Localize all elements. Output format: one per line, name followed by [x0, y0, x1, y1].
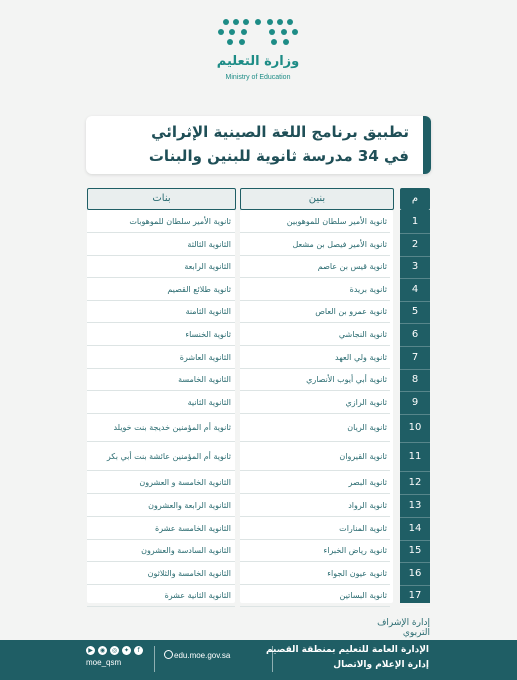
youtube-icon[interactable]: ▶: [86, 646, 95, 655]
table-row: [0, 539, 517, 562]
table-row: [0, 300, 517, 323]
row-number: 17: [400, 584, 430, 608]
table-row: [0, 255, 517, 278]
boys-school-cell: ثانوية بريدة: [240, 278, 390, 301]
girls-school-cell: الثانوية السادسة والعشرون: [87, 539, 235, 562]
girls-school-cell: الثانوية الثالثة: [87, 233, 235, 256]
header-number: م: [400, 188, 430, 210]
girls-school-cell: ثانوية أم المؤمنين عائشة بنت أبي بكر: [87, 442, 235, 471]
row-number: 7: [400, 346, 430, 370]
table-row: [0, 494, 517, 517]
row-number: 11: [400, 442, 430, 472]
row-number: 10: [400, 413, 430, 443]
title-accent-bar: [423, 116, 431, 174]
row-number: 13: [400, 494, 430, 518]
table-row: [0, 471, 517, 494]
table-row: [0, 233, 517, 256]
footer-divider: [154, 646, 155, 672]
table-row: [0, 584, 517, 607]
boys-school-cell: ثانوية المنارات: [240, 517, 390, 540]
boys-school-cell: ثانوية الرازي: [240, 391, 390, 414]
girls-school-cell: الثانوية العاشرة: [87, 346, 235, 369]
table-row: [0, 391, 517, 414]
logo-dots-icon: [206, 14, 310, 54]
boys-school-cell: ثانوية البصر: [240, 471, 390, 494]
snapchat-icon[interactable]: ◉: [99, 647, 106, 654]
girls-school-cell: ثانوية أم المؤمنين خديجة بنت خويلد: [87, 413, 235, 442]
boys-school-cell: ثانوية عيون الجواء: [240, 562, 390, 585]
row-number: 16: [400, 562, 430, 586]
row-number: 5: [400, 300, 430, 324]
social-icons: [86, 646, 143, 655]
logo-english-text: Ministry of Education: [225, 74, 291, 81]
title-box: [86, 116, 431, 174]
footer: [0, 640, 517, 680]
table-row: [0, 562, 517, 585]
boys-school-cell: ثانوية الأمير سلطان للموهوبين: [240, 210, 390, 233]
twitter-icon[interactable]: ✦: [123, 647, 130, 654]
boys-school-cell: ثانوية الريان: [240, 413, 390, 442]
girls-school-cell: الثانوية الثانية: [87, 391, 235, 414]
title-line-2: في 34 مدرسة ثانوية للبنين والبنات: [148, 147, 409, 165]
row-number: 15: [400, 539, 430, 563]
facebook-icon[interactable]: f: [134, 646, 143, 655]
admin-line-1: الإدارة العامة للتعليم بمنطقة القصيم: [265, 645, 429, 655]
table-row: [0, 442, 517, 465]
table-row: [0, 323, 517, 346]
girls-school-cell: ثانوية الخنساء: [87, 323, 235, 346]
row-number: 4: [400, 278, 430, 302]
table-row: [0, 278, 517, 301]
instagram-icon[interactable]: ◎: [111, 647, 118, 654]
department-label: إدارة الإشراف التربوي: [377, 618, 430, 638]
row-number: 6: [400, 323, 430, 347]
row-number: 3: [400, 255, 430, 279]
girls-school-cell: الثانوية الثامنة: [87, 300, 235, 323]
girls-school-cell: الثانوية الرابعة: [87, 255, 235, 278]
girls-school-cell: الثانوية الثانية عشرة: [87, 584, 235, 607]
row-number: 14: [400, 517, 430, 541]
boys-school-cell: ثانوية رياض الخبراء: [240, 539, 390, 562]
girls-school-cell: الثانوية الخامسة: [87, 368, 235, 391]
girls-school-cell: الثانوية الخامسة والثلاثون: [87, 562, 235, 585]
girls-school-cell: ثانوية طلائع القصيم: [87, 278, 235, 301]
boys-school-cell: ثانوية عمرو بن العاص: [240, 300, 390, 323]
girls-school-cell: الثانوية الخامسة عشرة: [87, 517, 235, 540]
table-row: [0, 210, 517, 233]
boys-school-cell: ثانوية القيروان: [240, 442, 390, 471]
table-row: [0, 346, 517, 369]
header-boys: بنين: [240, 188, 394, 210]
website-link[interactable]: edu.moe.gov.sa: [174, 651, 231, 660]
table-row: [0, 413, 517, 436]
row-number: 9: [400, 391, 430, 415]
boys-school-cell: ثانوية ولي العهد: [240, 346, 390, 369]
title-line-1: تطبيق برنامج اللغة الصينية الإثرائي: [151, 123, 409, 141]
girls-school-cell: الثانوية الخامسة و العشرون: [87, 471, 235, 494]
row-number: 8: [400, 368, 430, 392]
boys-school-cell: ثانوية أبي أيوب الأنصاري: [240, 368, 390, 391]
boys-school-cell: ثانوية الأمير فيصل بن مشعل: [240, 233, 390, 256]
row-number: 12: [400, 471, 430, 495]
boys-school-cell: ثانوية قيس بن عاصم: [240, 255, 390, 278]
globe-icon: [164, 650, 173, 659]
row-number: 1: [400, 210, 430, 234]
boys-school-cell: ثانوية النجاشي: [240, 323, 390, 346]
social-handle[interactable]: moe_qsm: [86, 658, 122, 667]
boys-school-cell: ثانوية الرواد: [240, 494, 390, 517]
row-number: 2: [400, 233, 430, 257]
girls-school-cell: ثانوية الأمير سلطان للموهوبات: [87, 210, 235, 233]
table-row: [0, 517, 517, 540]
boys-school-cell: ثانوية البساتين: [240, 584, 390, 607]
header-girls: بنات: [87, 188, 236, 210]
logo-arabic-text: وزارة التعليم: [216, 54, 300, 69]
girls-school-cell: الثانوية الرابعة والعشرون: [87, 494, 235, 517]
table-row: [0, 368, 517, 391]
admin-line-2: إدارة الإعلام والاتصال: [333, 660, 429, 670]
ministry-logo: [206, 14, 310, 81]
